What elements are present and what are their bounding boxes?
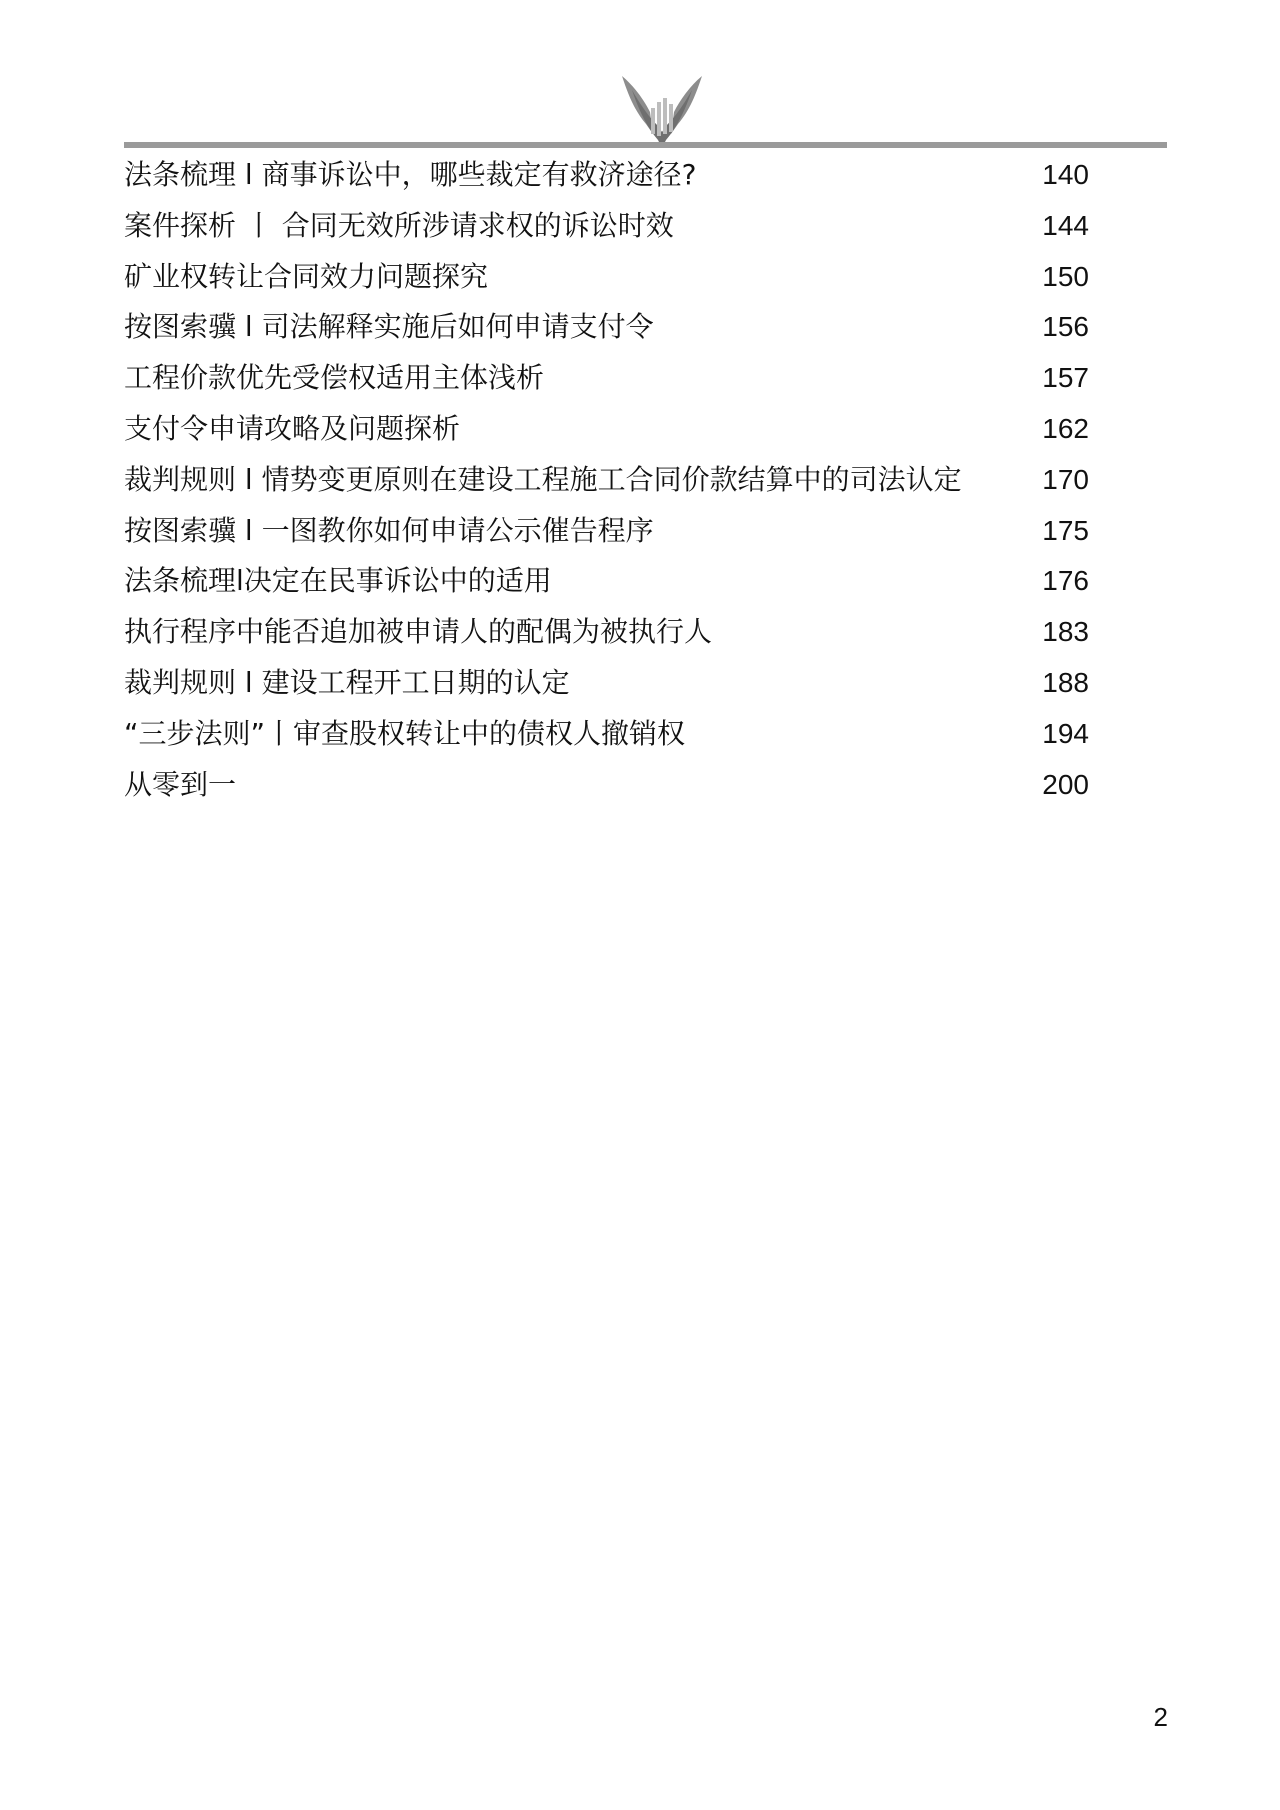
table-of-contents bbox=[124, 150, 1089, 810]
toc-entry-title: 执行程序中能否追加被申请人的配偶为被执行人 bbox=[124, 615, 713, 649]
book-wings-logo-icon bbox=[620, 72, 704, 150]
toc-entry-page: 162 bbox=[1042, 412, 1089, 444]
toc-entry-title: 支付令申请攻略及问题探析 bbox=[124, 411, 461, 445]
toc-entry[interactable] bbox=[124, 353, 1089, 404]
toc-entry-title: 从零到一 bbox=[124, 767, 237, 801]
toc-entry-title: 矿业权转让合同效力问题探究 bbox=[124, 259, 489, 293]
toc-entry-page: 200 bbox=[1042, 768, 1089, 800]
toc-entry-page: 170 bbox=[1042, 463, 1089, 495]
toc-entry-page: 176 bbox=[1042, 565, 1089, 597]
toc-entry-page: 156 bbox=[1042, 311, 1089, 343]
toc-entry-title: 按图索骥 l 一图教你如何申请公示催告程序 bbox=[124, 513, 654, 547]
toc-entry[interactable] bbox=[124, 302, 1089, 353]
toc-entry-page: 175 bbox=[1042, 514, 1089, 546]
toc-entry[interactable] bbox=[124, 658, 1089, 709]
toc-entry[interactable] bbox=[124, 709, 1089, 760]
toc-entry-title: 裁判规则 l 建设工程开工日期的认定 bbox=[124, 665, 570, 699]
toc-entry[interactable] bbox=[124, 404, 1089, 455]
toc-entry-title: 法条梳理l决定在民事诉讼中的适用 bbox=[124, 564, 552, 598]
toc-entry-page: 183 bbox=[1042, 616, 1089, 648]
toc-entry-title: 按图索骥 l 司法解释实施后如何申请支付令 bbox=[124, 310, 654, 344]
toc-entry[interactable] bbox=[124, 201, 1089, 252]
toc-entry-page: 194 bbox=[1042, 717, 1089, 749]
toc-entry[interactable] bbox=[124, 506, 1089, 557]
toc-entry-title: “三步法则”丨审查股权转让中的债权人撤销权 bbox=[124, 716, 686, 750]
toc-entry-title: 工程价款优先受偿权适用主体浅析 bbox=[124, 361, 545, 395]
toc-entry[interactable] bbox=[124, 607, 1089, 658]
toc-entry[interactable] bbox=[124, 150, 1089, 201]
toc-entry[interactable] bbox=[124, 252, 1089, 303]
toc-entry-title: 裁判规则 l 情势变更原则在建设工程施工合同价款结算中的司法认定 bbox=[124, 462, 962, 496]
toc-entry-page: 144 bbox=[1042, 209, 1089, 241]
toc-entry[interactable] bbox=[124, 455, 1089, 506]
header-divider bbox=[124, 142, 1167, 148]
toc-entry-title: 案件探析 丨 合同无效所涉请求权的诉讼时效 bbox=[124, 208, 674, 242]
toc-entry-page: 157 bbox=[1042, 362, 1089, 394]
toc-entry[interactable] bbox=[124, 760, 1089, 811]
toc-entry[interactable] bbox=[124, 556, 1089, 607]
toc-entry-title: 法条梳理 l 商事诉讼中，哪些裁定有救济途径? bbox=[124, 158, 697, 191]
toc-entry-page: 140 bbox=[1042, 159, 1089, 190]
toc-entry-page: 188 bbox=[1042, 666, 1089, 698]
toc-entry-page: 150 bbox=[1042, 260, 1089, 292]
page-number: 2 bbox=[1153, 1702, 1168, 1732]
